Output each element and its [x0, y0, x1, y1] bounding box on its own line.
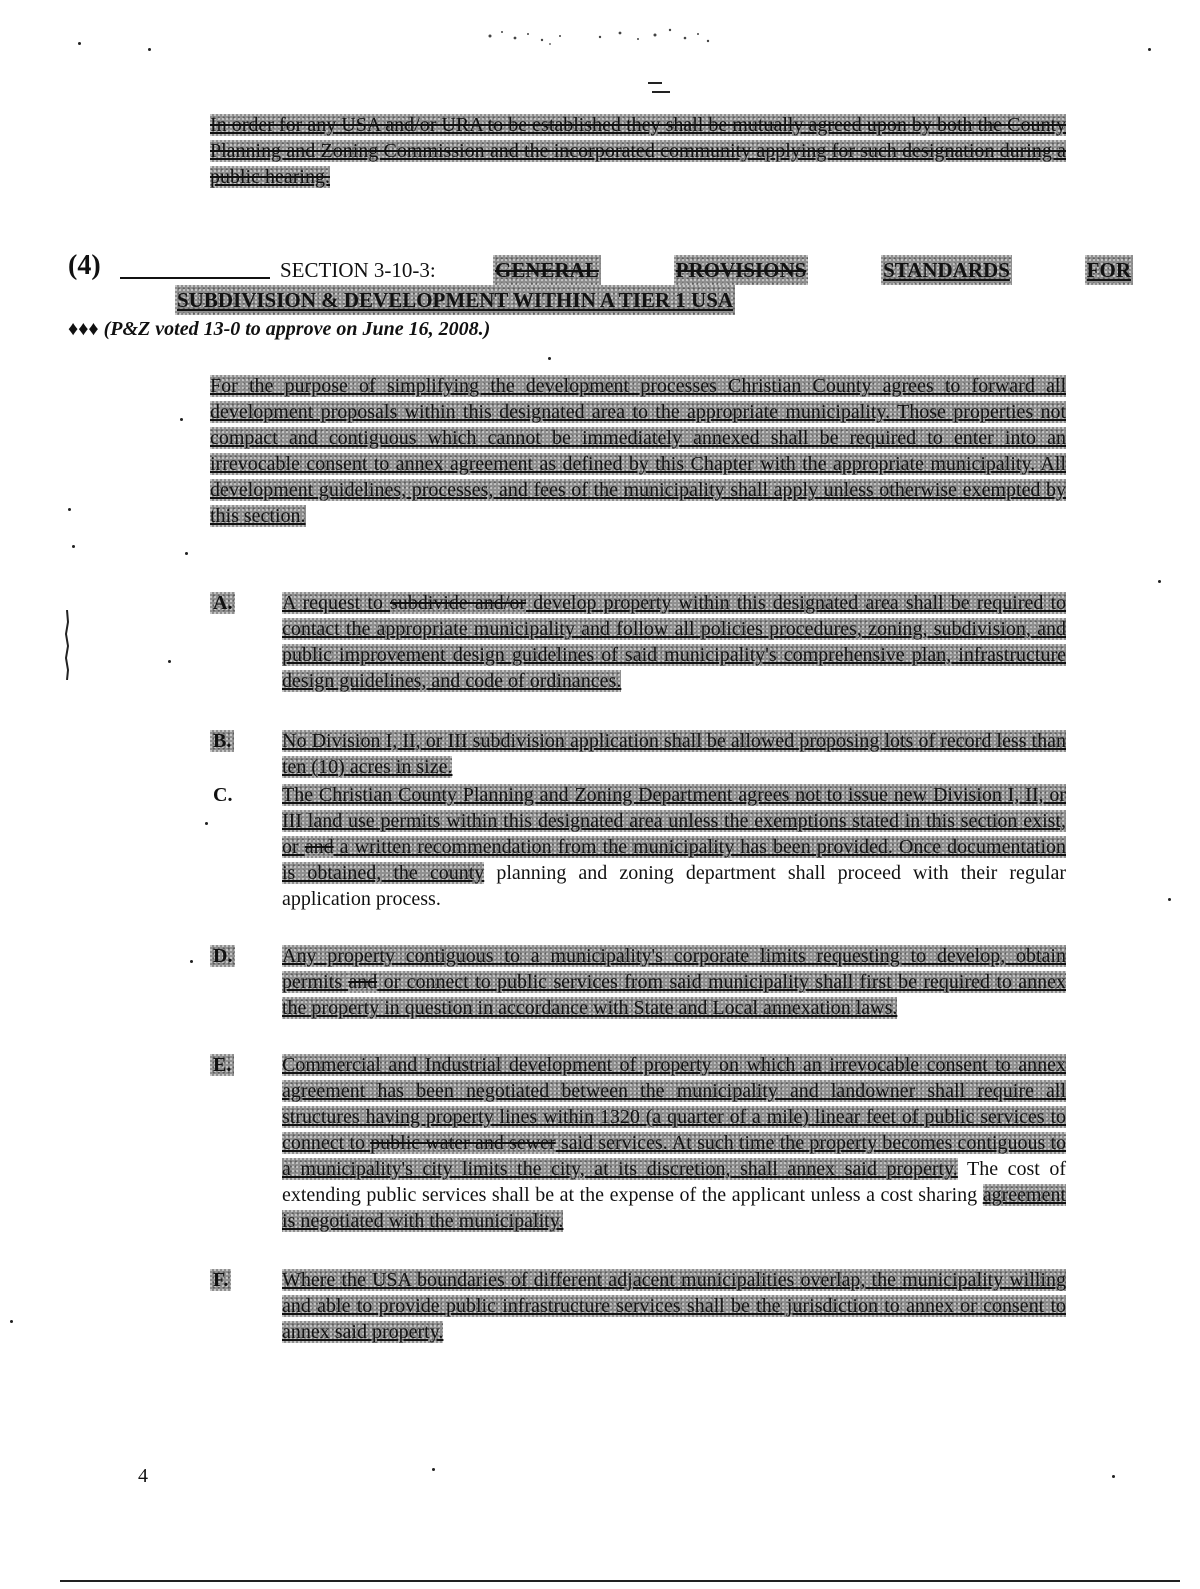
- scan-speck: [548, 357, 551, 360]
- item-text-struck: and: [348, 971, 378, 993]
- item-letter: B.: [210, 730, 234, 752]
- item-letter: D.: [210, 945, 235, 967]
- bottom-rule: [60, 1580, 1180, 1582]
- item-text: The Christian County Planning and Zoning Department agrees not to issue new Division I, II, or III land use permits within this designated area unless the exemptions stated in this section exist, or: [282, 784, 1066, 858]
- list-item-f: [210, 1267, 1066, 1345]
- item-text: develop property within this designated area shall be required to contact the appropriate municipality and follow all policies procedures, zoning, subdivision, and public improvement design guidelines of said municipality's comprehensive plan, infrastructure design guidelines, and code of ordinances.: [282, 592, 1067, 692]
- section-title-word: FOR: [1085, 255, 1133, 285]
- section-number: (4): [68, 250, 101, 281]
- intro-paragraph-text: For the purpose of simplifying the development processes Christian County agrees to forward all development proposals within this designated area to the appropriate municipality. Those properties not compact and contiguous which cannot be immediately annexed shall be required to enter into an irrevocable consent to annex agreement as defined by this Chapter with the appropriate municipality. All development guidelines, processes, and fees of the municipality shall apply unless otherwise exempted by this section.: [210, 375, 1066, 527]
- section-title-struck-word: PROVISIONS: [674, 255, 809, 285]
- item-text: Where the USA boundaries of different adjacent municipalities overlap, the municipality willing and able to provide public infrastructure services shall be the jurisdiction to annex or consent to annex said property.: [282, 1269, 1066, 1343]
- section-title-word: STANDARDS: [881, 255, 1012, 285]
- deleted-paragraph-text: In order for any USA and/or URA to be established they shall be mutually agreed upon by both the County Planning and Zoning Commission and the incorporated community applying for such designation during a public hearing.: [210, 114, 1066, 188]
- scan-margin-mark: [62, 610, 72, 680]
- deleted-paragraph: [210, 112, 1066, 190]
- item-text: A request to: [282, 592, 391, 614]
- section-id: SECTION 3-10-3:: [280, 258, 436, 282]
- section-title-struck-word: GENERAL: [493, 255, 601, 285]
- item-text: Any property contiguous to a municipality's corporate limits requesting to develop, obtain permits: [282, 945, 1066, 993]
- scan-speck: [185, 552, 188, 555]
- list-item-d: [210, 943, 1066, 1021]
- section-title-line-1: [493, 255, 1133, 285]
- item-text: or connect to public services from said municipality shall first be required to annex the property in question in accordance with State and Local annexation laws.: [282, 971, 1066, 1019]
- section-title-line-2: SUBDIVISION & DEVELOPMENT WITHIN A TIER 1 USA: [175, 285, 735, 315]
- scan-speck: [10, 1320, 13, 1323]
- vote-note: [68, 318, 490, 341]
- list-item-b: [210, 728, 1066, 780]
- item-text: Commercial and Industrial development of property on which an irrevocable consent to annex agreement has been negotiated between the municipality and landowner shall require all structures having property lines within 1320 (a quarter of a mile) linear feet of public services to connect to: [282, 1054, 1066, 1154]
- item-letter: F.: [210, 1269, 231, 1291]
- item-text-plain: The cost of extending public services shall be at the expense of the applicant unless a cost sharing: [282, 1158, 1067, 1206]
- scan-speck: [432, 1468, 435, 1471]
- item-text: No Division I, II, or III subdivision application shall be allowed proposing lots of record less than ten (10) acres in size.: [282, 730, 1066, 778]
- item-text: agreement is negotiated with the municipality.: [282, 1184, 1066, 1232]
- scan-smudge: [480, 24, 720, 54]
- item-text-struck: and: [304, 836, 334, 858]
- scan-speck: [1148, 48, 1151, 51]
- scan-speck: [1158, 580, 1161, 583]
- intro-paragraph: [210, 373, 1066, 529]
- list-item-e: [210, 1052, 1066, 1234]
- scan-speck: [1168, 898, 1171, 901]
- list-item-c: [210, 782, 1066, 912]
- scan-speck: [68, 508, 71, 511]
- scan-speck: [148, 48, 151, 51]
- item-letter: E.: [210, 1054, 234, 1076]
- scan-dash-mark: [648, 80, 670, 94]
- scan-speck: [72, 545, 75, 548]
- vote-note-marks: ♦♦♦: [68, 318, 99, 340]
- item-text-plain: planning and zoning department shall proceed with their regular application process.: [282, 862, 1066, 910]
- scan-speck: [190, 960, 193, 963]
- item-text-struck: subdivide and/or: [390, 592, 527, 614]
- item-letter: A.: [210, 592, 235, 614]
- scan-speck: [78, 42, 81, 45]
- section-blank-line: [120, 277, 270, 279]
- page-number: 4: [138, 1465, 148, 1487]
- item-letter: C.: [213, 784, 233, 806]
- scan-speck: [180, 418, 183, 421]
- list-item-a: [210, 590, 1066, 694]
- item-text: a written recommendation from the municipality has been provided. Once documentation is obtained, the county: [282, 836, 1066, 884]
- item-text-struck: public water and sewer: [370, 1132, 556, 1154]
- scan-speck: [168, 660, 171, 663]
- scan-speck: [1112, 1475, 1115, 1478]
- item-text: said services. At such time the property becomes contiguous to a municipality's city limits the city, at its discretion, shall annex said property.: [282, 1132, 1067, 1180]
- scan-speck: [205, 822, 208, 825]
- vote-note-text: (P&Z voted 13-0 to approve on June 16, 2008.): [103, 318, 491, 340]
